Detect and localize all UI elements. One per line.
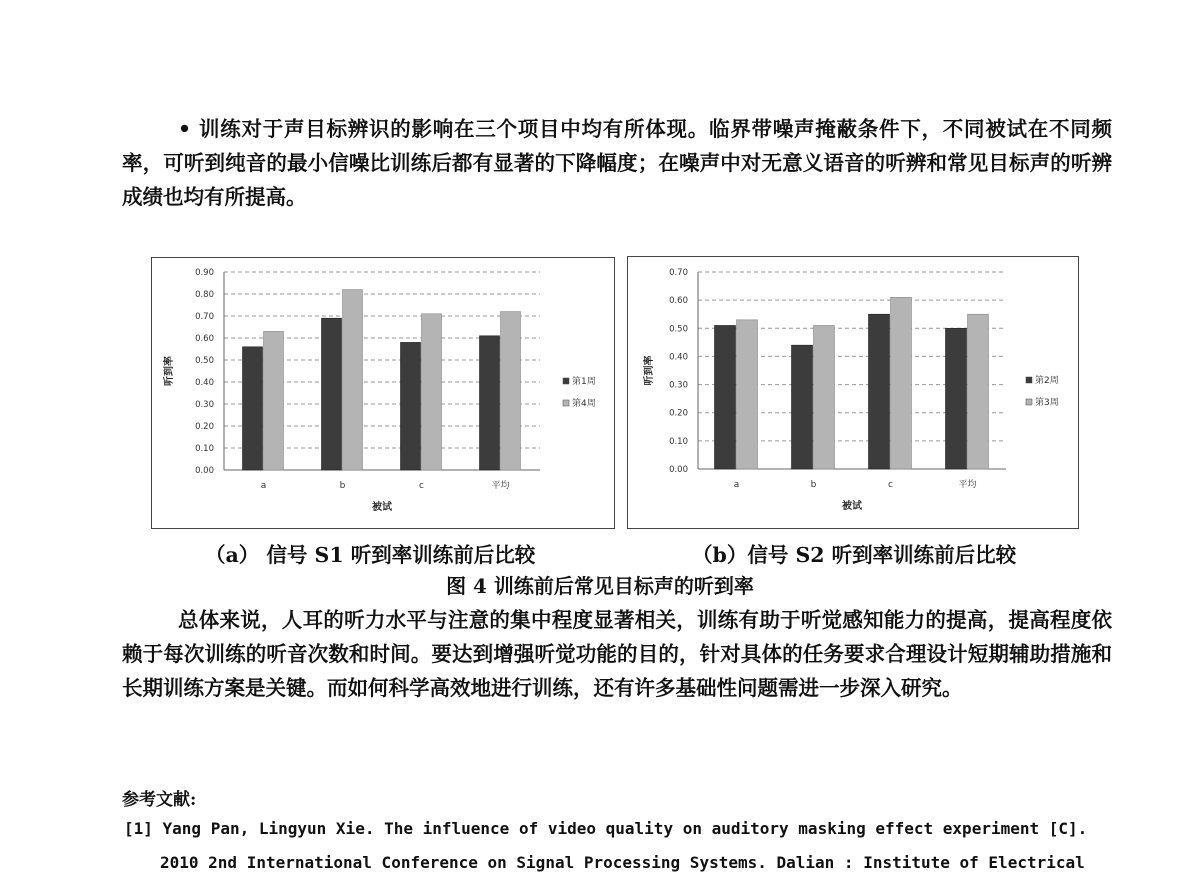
chart-b-xtick-label: b xyxy=(810,480,817,490)
chart-a-ylabel: 听到率 xyxy=(164,356,175,386)
chart-b-xtick-label: 平均 xyxy=(958,480,977,490)
chart-a-ytick-label: 0.00 xyxy=(195,466,214,476)
chart-a-legend-label-2: 第4周 xyxy=(572,399,596,409)
chart-a-legend-swatch-1 xyxy=(563,378,569,384)
chart-b xyxy=(627,256,1079,529)
chart-b-ylabel: 听到率 xyxy=(644,355,655,386)
reference-1-line-2: 2010 2nd International Conference on Signal Processing Systems. Dalian : Institute of Electrical xyxy=(160,853,1085,872)
chart-b-legend-label-2: 第3周 xyxy=(1035,398,1059,408)
chart-b-bar-2 xyxy=(968,314,989,469)
chart-b-bar-1 xyxy=(792,345,813,469)
chart-b-ytick-label: 0.40 xyxy=(669,352,688,363)
chart-a-ytick-label: 0.30 xyxy=(195,400,214,410)
chart-a-bar-2 xyxy=(264,331,284,470)
chart-a-bar-1 xyxy=(243,347,263,470)
chart-a-bar-1 xyxy=(401,342,421,470)
body-paragraph-1: • 训练对于声目标辨识的影响在三个项目中均有所体现。临界带噪声掩蔽条件下，不同被试在不同频率，可听到纯音的最小信噪比训练后都有显著的下降幅度；在噪声中对无意义语音的听辨和常见目标声的听辨成绩也均有所提高。 xyxy=(122,117,1112,209)
chart-a-ytick-label: 0.10 xyxy=(195,444,214,454)
chart-b-legend-swatch-1 xyxy=(1026,377,1032,383)
caption-a: （a） 信号 S1 听到率训练前后比较 xyxy=(205,543,536,567)
chart-b-bar-2 xyxy=(891,297,912,469)
chart-a-legend-swatch-2 xyxy=(563,400,569,406)
chart-b-bar-1 xyxy=(869,314,890,469)
chart-b-ytick-label: 0.00 xyxy=(669,465,688,475)
chart-b-svg xyxy=(628,257,1078,528)
chart-a xyxy=(151,257,615,529)
chart-a-bar-2 xyxy=(343,290,363,470)
chart-a-ytick-label: 0.70 xyxy=(195,312,214,322)
chart-a-ytick-label: 0.80 xyxy=(195,290,214,300)
chart-a-ytick-label: 0.60 xyxy=(195,334,214,344)
figure-title: 图 4 训练前后常见目标声的听到率 xyxy=(446,574,754,598)
chart-b-xlabel: 被试 xyxy=(842,501,862,512)
chart-a-legend-label-1: 第1周 xyxy=(572,377,596,387)
chart-b-legend-swatch-2 xyxy=(1026,399,1032,405)
chart-b-bar-1 xyxy=(715,325,736,469)
chart-a-bar-2 xyxy=(422,314,442,470)
chart-a-xtick-label: c xyxy=(419,481,424,491)
chart-b-bar-1 xyxy=(946,328,967,469)
chart-b-ytick-label: 0.10 xyxy=(669,436,688,447)
chart-a-xtick-label: b xyxy=(339,481,346,491)
chart-a-xtick-label: a xyxy=(260,481,267,491)
chart-b-ytick-label: 0.50 xyxy=(669,324,688,335)
chart-a-svg xyxy=(152,258,614,528)
chart-b-legend-label-1: 第2周 xyxy=(1035,376,1059,386)
chart-a-xtick-label: 平均 xyxy=(491,481,510,491)
caption-b: （b）信号 S2 听到率训练前后比较 xyxy=(692,543,1017,567)
chart-a-ytick-label: 0.20 xyxy=(195,422,214,432)
chart-a-bar-1 xyxy=(480,336,500,470)
chart-a-ytick-label: 0.90 xyxy=(195,268,214,278)
chart-a-xlabel: 被试 xyxy=(372,502,392,513)
reference-1-line-1: [1] Yang Pan, Lingyun Xie. The influence of video quality on auditory masking effect experiment [C]. xyxy=(124,819,1088,838)
chart-b-bar-2 xyxy=(814,325,835,469)
chart-a-ytick-label: 0.50 xyxy=(195,356,214,366)
chart-a-bar-1 xyxy=(322,318,342,470)
references-heading: 参考文献: xyxy=(122,790,197,810)
chart-a-bar-2 xyxy=(501,312,521,470)
chart-b-ytick-label: 0.30 xyxy=(669,380,688,391)
body-paragraph-2: 总体来说，人耳的听力水平与注意的集中程度显著相关，训练有助于听觉感知能力的提高，提高程度依赖于每次训练的听音次数和时间。要达到增强听觉功能的目的，针对具体的任务要求合理设计短期辅助措施和长期训练方案是关键。而如何科学高效地进行训练，还有许多基础性问题需进一步深入研究。 xyxy=(122,608,1112,700)
chart-b-ytick-label: 0.20 xyxy=(669,408,688,419)
chart-b-ytick-label: 0.60 xyxy=(669,296,688,307)
chart-b-ytick-label: 0.70 xyxy=(669,268,688,278)
chart-b-bar-2 xyxy=(737,320,758,469)
chart-b-xtick-label: c xyxy=(888,480,893,490)
chart-a-ytick-label: 0.40 xyxy=(195,378,214,388)
chart-b-xtick-label: a xyxy=(733,480,740,490)
